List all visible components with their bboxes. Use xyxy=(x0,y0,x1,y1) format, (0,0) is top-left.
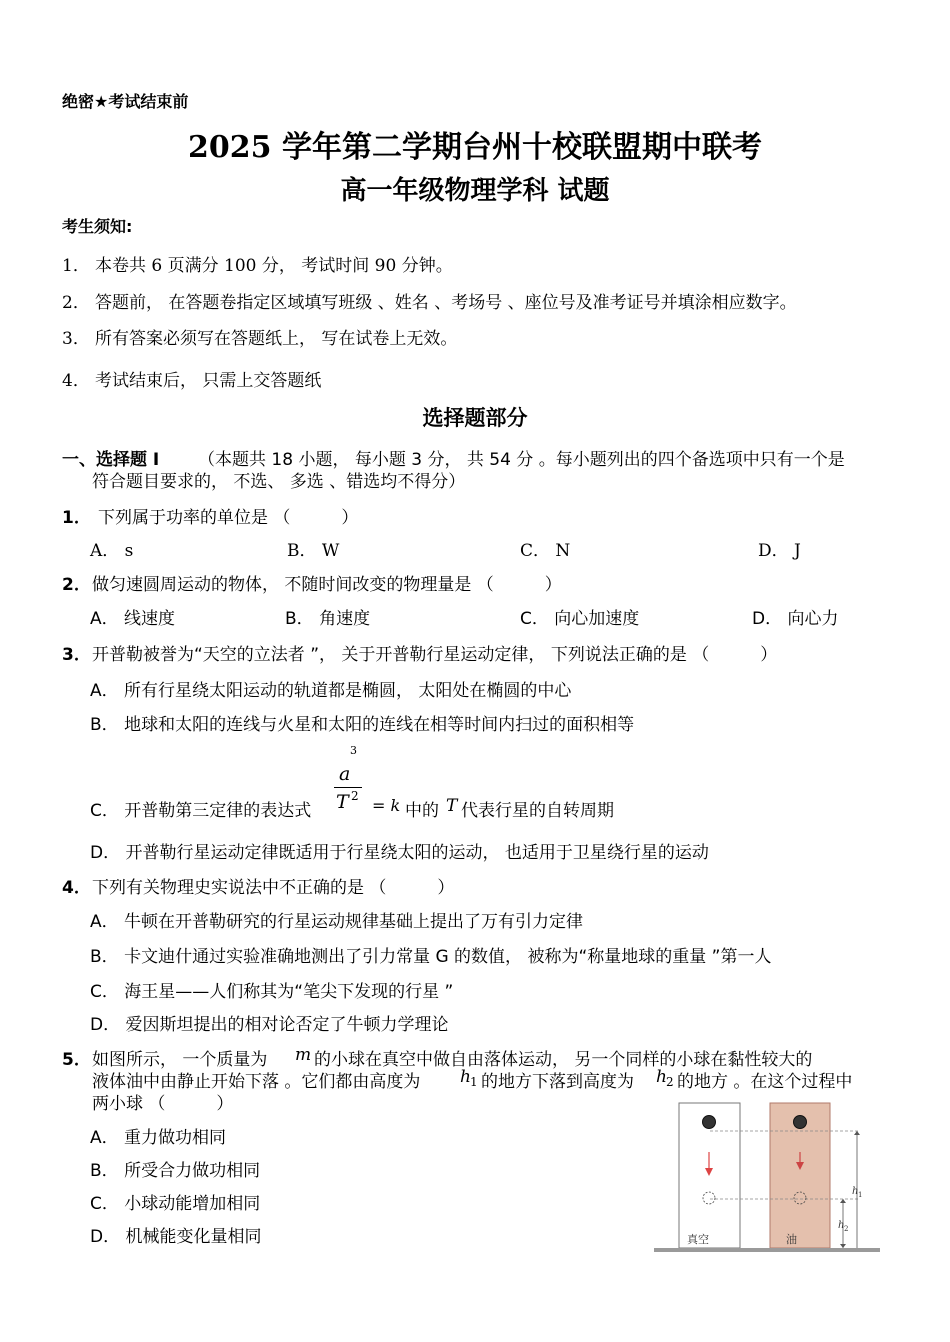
part-desc-line1: （本题共 18 小题， 每小题 3 分， 共 54 分 。每小题列出的四个备选项中只有一个是 xyxy=(198,450,845,470)
q1-option-d: D． J xyxy=(758,541,801,561)
notice-num-3: 3． xyxy=(62,329,90,349)
q5-line1-b: 的小球在真空中做自由落体运动， 另一个同样的小球在黏性较大的 xyxy=(314,1050,813,1070)
h2-marker-bottom xyxy=(840,1244,846,1248)
notice-num-1: 1． xyxy=(62,256,90,276)
q5-line2-c: 的地方 。在这个过程中 xyxy=(677,1072,853,1092)
q3-option-c-prefix: C． 开普勒第三定律的表达式 xyxy=(90,801,312,821)
h2-marker-top xyxy=(840,1199,846,1203)
q4-option-d: D． 爱因斯坦提出的相对论否定了牛顿力学理论 xyxy=(90,1015,449,1035)
notice-heading: 考生须知: xyxy=(62,217,133,236)
q3-formula-den-exponent: 2 xyxy=(351,789,359,803)
q3-option-c-suffix: 代表行星的自转周期 xyxy=(461,801,614,821)
q2-stem: 做匀速圆周运动的物体， 不随时间改变的物理量是 （ ） xyxy=(92,575,562,595)
notice-num-2: 2． xyxy=(62,293,90,313)
q2-option-c: C． 向心加速度 xyxy=(520,609,640,629)
vacuum-ball-start xyxy=(703,1116,716,1129)
vacuum-label: 真空 xyxy=(687,1233,709,1246)
q4-option-a: A． 牛顿在开普勒研究的行星运动规律基础上提出了万有引力定律 xyxy=(90,912,584,932)
q2-number: 2． xyxy=(62,575,91,595)
q2-option-b: B． 角速度 xyxy=(285,609,371,629)
q3-option-d: D． 开普勒行星运动定律既适用于行星绕太阳的运动， 也适用于卫星绕行星的运动 xyxy=(90,843,709,863)
q5-mass-symbol: m xyxy=(295,1045,312,1065)
q1-option-b: B． W xyxy=(287,541,340,561)
section-title: 选择题部分 xyxy=(422,406,528,430)
q5-option-d: D． 机械能变化量相同 xyxy=(90,1227,262,1247)
q3-formula-numerator: a xyxy=(339,763,351,785)
exam-subtitle: 高一年级物理学科 试题 xyxy=(340,176,610,206)
h1-marker-top xyxy=(854,1131,860,1135)
q5-line1-a: 如图所示， 一个质量为 xyxy=(92,1050,268,1070)
q5-line2-b: 的地方下落到高度为 xyxy=(481,1072,634,1092)
notice-item-3: 所有答案必须写在答题纸上， 写在试卷上无效。 xyxy=(95,329,458,349)
q3-formula-denominator: T xyxy=(336,791,349,813)
ground-bar xyxy=(654,1248,880,1252)
q5-figure xyxy=(650,1098,885,1258)
notice-num-4: 4． xyxy=(62,371,90,391)
notice-item-2: 答题前， 在答题卷指定区域填写班级 、姓名 、考场号 、座位号及准考证号并填涂相应数字。 xyxy=(95,293,797,313)
q5-h2-subscript: 2 xyxy=(666,1075,674,1089)
q4-number: 4． xyxy=(62,878,91,898)
q5-option-b: B． 所受合力做功相同 xyxy=(90,1161,261,1181)
oil-label: 油 xyxy=(786,1233,797,1246)
q5-option-a: A． 重力做功相同 xyxy=(90,1128,227,1148)
q5-line3: 两小球 （ ） xyxy=(92,1094,234,1114)
q3-option-a: A． 所有行星绕太阳运动的轨道都是椭圆， 太阳处在椭圆的中心 xyxy=(90,681,572,701)
q3-formula-exponent: 3 xyxy=(350,744,357,757)
h1-label: h xyxy=(852,1186,859,1197)
q3-option-b: B． 地球和太阳的连线与火星和太阳的连线在相等时间内扫过的面积相等 xyxy=(90,715,635,735)
notice-item-4: 考试结束后， 只需上交答题纸 xyxy=(95,371,322,391)
q2-option-d: D． 向心力 xyxy=(752,609,839,629)
q1-number: 1． xyxy=(62,508,91,528)
q3-number: 3． xyxy=(62,645,91,665)
part-label: 一、选择题 Ⅰ xyxy=(62,450,160,470)
q2-option-a: A． 线速度 xyxy=(90,609,176,629)
q4-stem: 下列有关物理史实说法中不正确的是 （ ） xyxy=(92,878,455,898)
q5-h1-subscript: 1 xyxy=(470,1075,478,1089)
q5-option-c: C． 小球动能增加相同 xyxy=(90,1194,261,1214)
q1-option-a: A． s xyxy=(90,541,134,561)
oil-ball-start xyxy=(794,1116,807,1129)
exam-title: 2025 学年第二学期台州十校联盟期中联考 xyxy=(188,130,762,165)
h2-label-subscript: 2 xyxy=(844,1225,849,1233)
q1-option-c: C． N xyxy=(520,541,571,561)
secret-label: 绝密★考试结束前 xyxy=(62,92,189,111)
q3-stem: 开普勒被誉为“天空的立法者 ”， 关于开普勒行星运动定律， 下列说法正确的是 （ ） xyxy=(92,645,778,665)
q1-stem: 下列属于功率的单位是 （ ） xyxy=(98,508,359,528)
q4-option-b: B． 卡文迪什通过实验准确地测出了引力常量 G 的数值， 被称为“称量地球的重量 ”第一人 xyxy=(90,947,772,967)
q3-option-c-mid: 中的 xyxy=(405,801,439,821)
q3-formula-equals-k: = k xyxy=(372,796,401,815)
q3-option-c-T: T xyxy=(446,796,458,816)
notice-item-1: 本卷共 6 页满分 100 分， 考试时间 90 分钟。 xyxy=(95,256,453,276)
q5-h1-symbol: h xyxy=(460,1067,471,1087)
h2-label: h xyxy=(838,1220,845,1231)
q5-h2-symbol: h xyxy=(656,1067,667,1087)
part-desc-line2: 符合题目要求的， 不选、 多选 、错选均不得分） xyxy=(92,472,466,492)
q4-option-c: C． 海王星——人们称其为“笔尖下发现的行星 ” xyxy=(90,982,454,1002)
q5-line2-a: 液体油中由静止开始下落 。它们都由高度为 xyxy=(92,1072,421,1092)
q5-number: 5． xyxy=(62,1050,91,1070)
h1-label-subscript: 1 xyxy=(858,1191,863,1199)
q3-fraction-bar xyxy=(334,787,362,788)
